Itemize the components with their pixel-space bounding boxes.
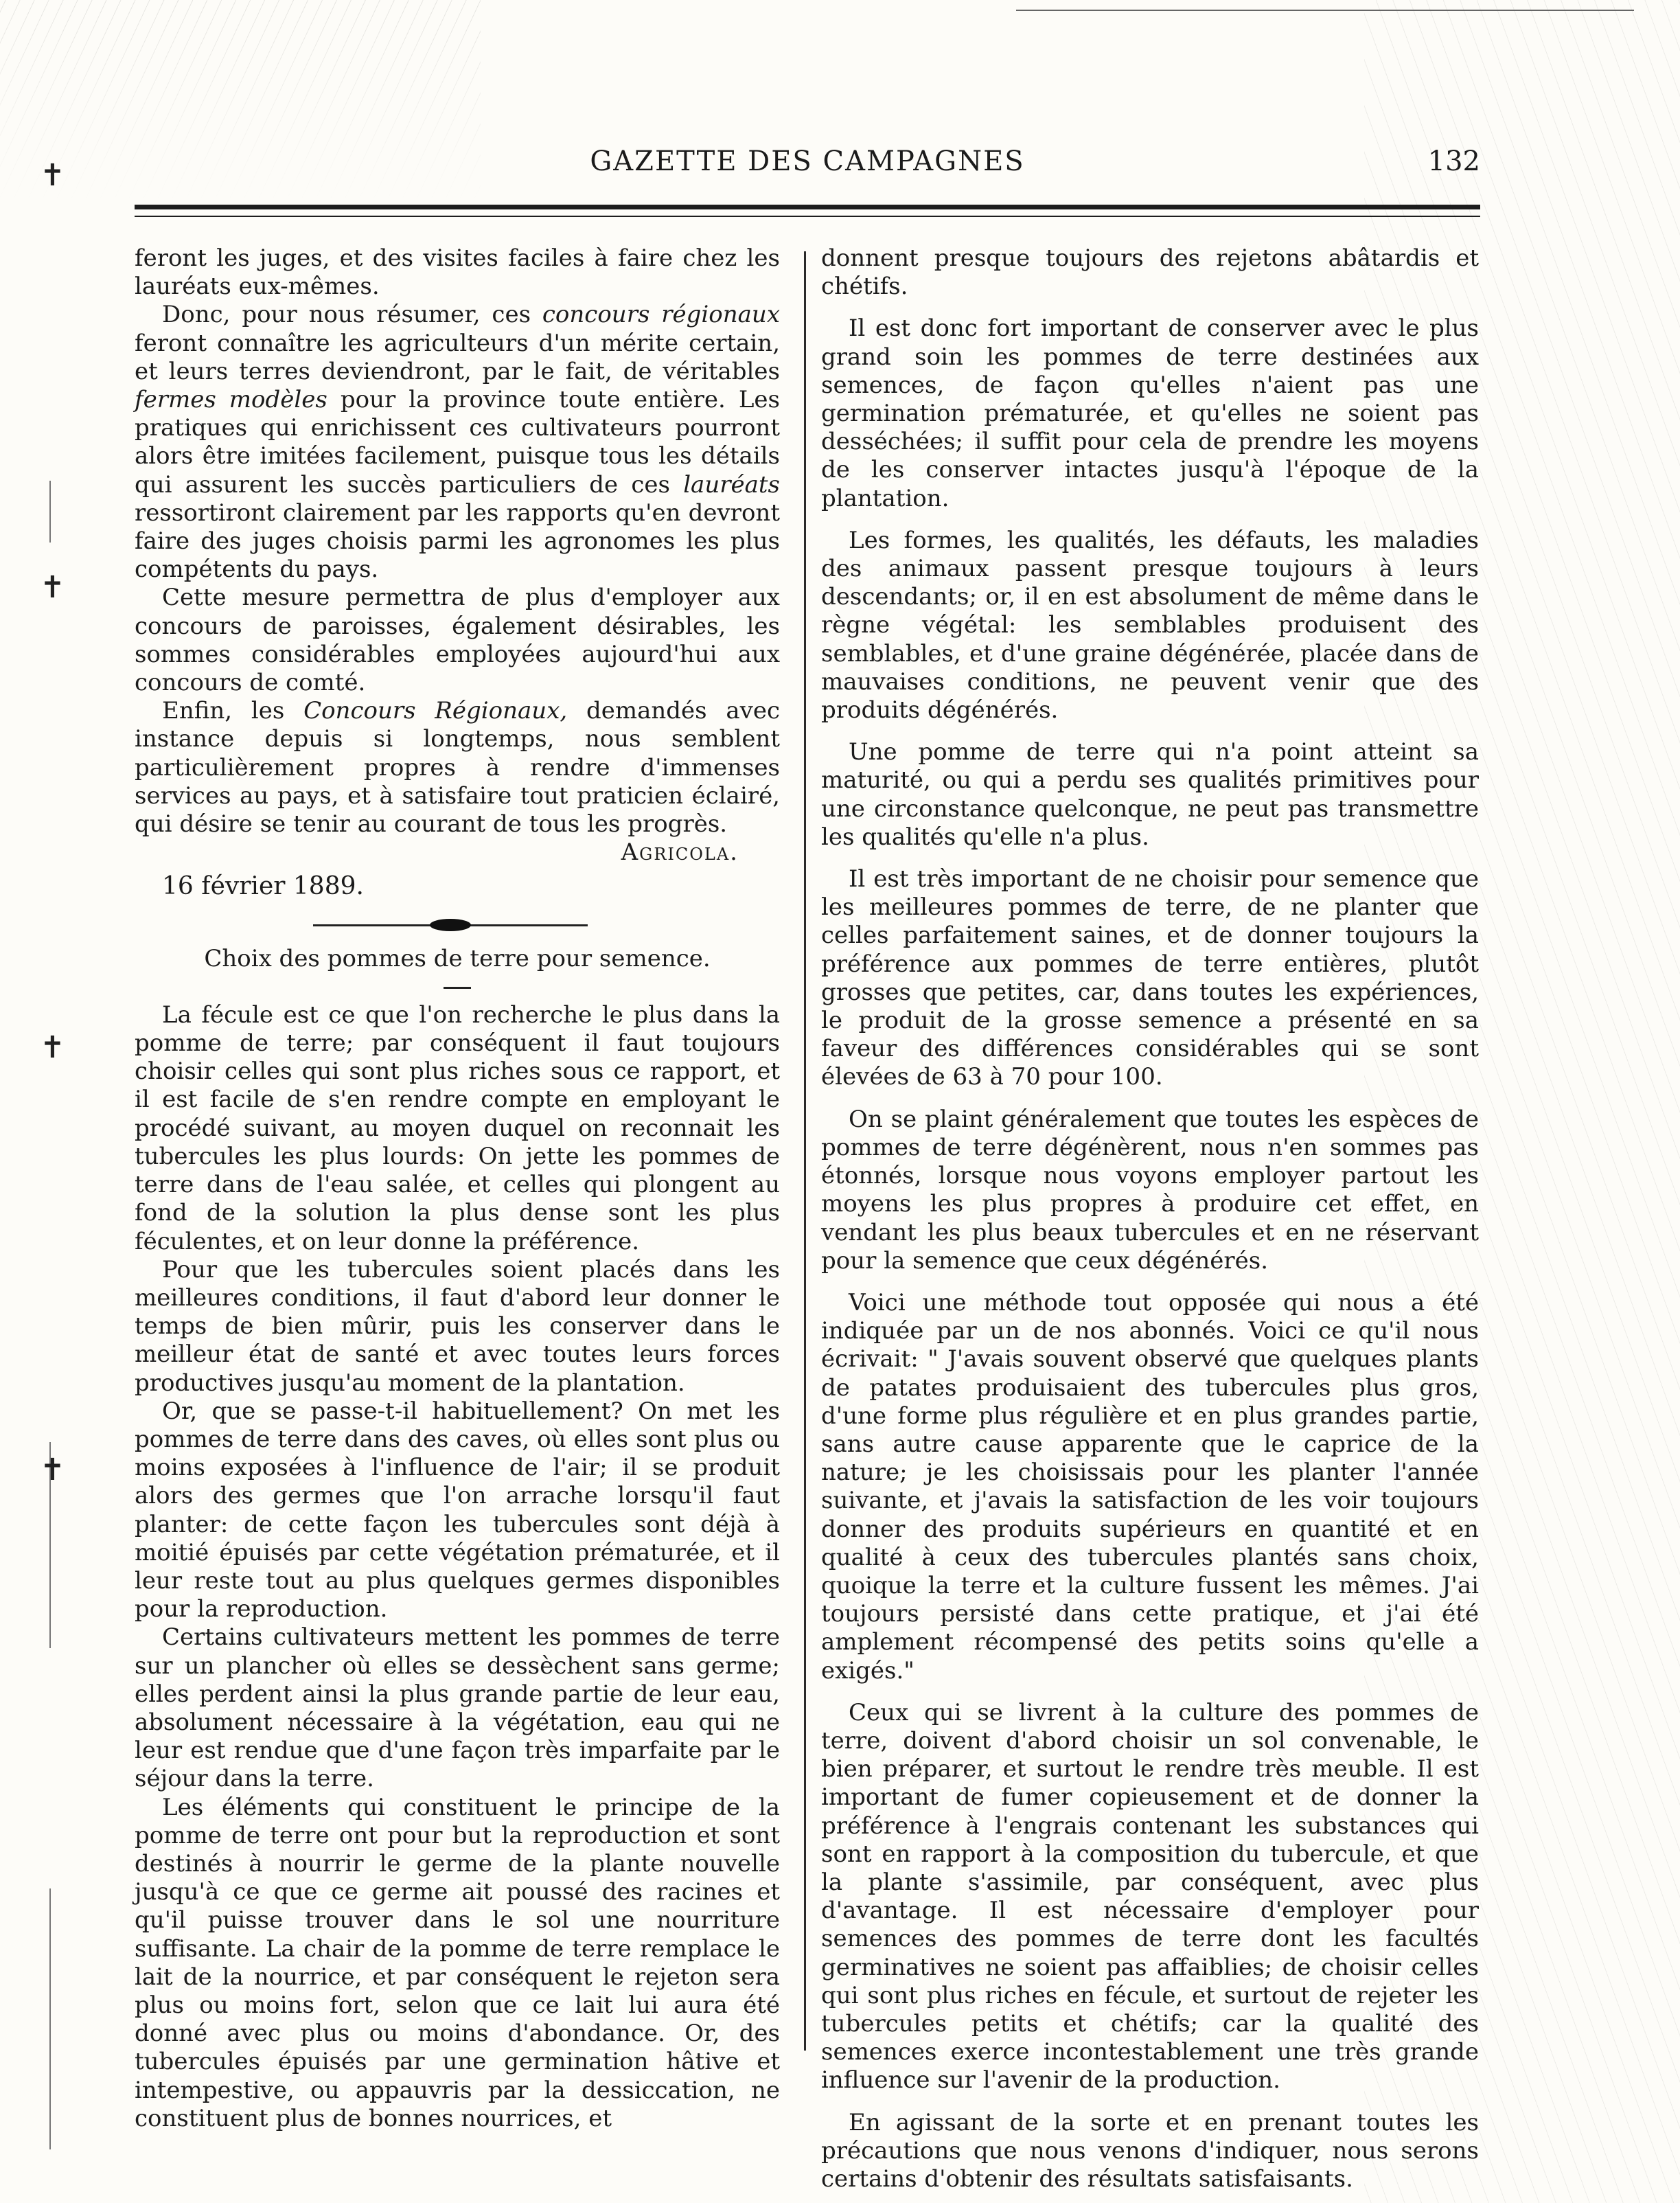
paragraph: Pour que les tubercules soient placés dans les meilleures conditions, il faut d'abord leur donner le temps de bien mûrir, puis les conserver dans le meilleur état de santé et avec toutes leurs forces productives jusqu'au moment de la plantation.	[135, 1255, 780, 1397]
column-divider	[804, 251, 806, 2051]
paragraph	[135, 697, 780, 838]
author-signature: Agricola.	[621, 838, 739, 867]
text-run: pour la province toute entière. Les pratiques qui enrichissent ces cultivateurs pourront alors être imitées facilement, puisque tous les détails qui assurent les succès particuliers de ces	[135, 386, 780, 499]
binding-mark-icon: ✝	[40, 1030, 65, 1065]
italic-run: concours régionaux	[542, 301, 780, 329]
paragraph: feront les juges, et des visites faciles à faire chez les lauréats eux-mêmes.	[135, 244, 780, 301]
paragraph: Les éléments qui constituent le principe de la pomme de terre ont pour but la reproduction et sont destinés à nourrir le germe de la plante nouvelle jusqu'à ce que ce germe ait poussé des racines et qu'il puisse trouver dans le sol une nourriture suffisante. La chair de la pomme de terre remplace le lait de la nourrice, et par conséquent le rejeton sera plus ou moins fort, selon que ce lait lui aura été donné avec plus ou moins d'abondance. Or, des tubercules épuisés par une germination hâtive et intempestive, ou appauvris par la dessiccation, ne constituent plus de bonnes nourrices, et	[135, 1793, 780, 2132]
paragraph: donnent presque toujours des rejetons abâtardis et chétifs.	[821, 244, 1479, 301]
margin-rule	[49, 481, 51, 543]
binding-mark-icon: ✝	[40, 1452, 65, 1487]
left-column	[135, 244, 780, 2133]
margin-rule	[49, 1888, 51, 2149]
paragraph: En agissant de la sorte et en prenant toutes les précautions que nous venons d'indiquer, nous serons certains d'obtenir des résultats satisfaisants.	[821, 2108, 1479, 2193]
italic-run: fermes modèles	[135, 386, 327, 414]
text-run: Enfin, les	[162, 697, 304, 725]
paragraph: On se plaint généralement que toutes les espèces de pommes de terre dégénèrent, nous n'en sommes pas étonnés, lorsque nous voyons employer partout les moyens les plus propres à produire cet effet, en vendant les plus beaux tubercules et en ne réservant pour la semence que ceux dégénérés.	[821, 1105, 1479, 1275]
paragraph	[135, 301, 780, 584]
paragraph: Voici une méthode tout opposée qui nous a été indiquée par un de nos abonnés. Voici ce qu'il nous écrivait: " J'avais souvent observé que quelques plants de patates produisaient des tubercules plus gros, d'une forme plus régulière et en plus grandes partie, sans autre cause apparente que le caprice de la nature; je les choisissais pour les planter l'année suivante, et j'avais la satisfaction de les voir toujours donner des produits supérieurs en quantité et en qualité à ceux des tubercules plantés sans choix, quoique la terre et la culture fussent les mêmes. J'ai toujours persisté dans cette pratique, et j'ai été amplement récompensé des petits soins qu'elle a exigés."	[821, 1288, 1479, 1685]
header-rule-thin	[135, 216, 1480, 217]
paragraph: Certains cultivateurs mettent les pommes de terre sur un plancher où elles se dessèchent sans germe; elles perdent ainsi la plus grande partie de leur eau, absolument nécessaire à la végétation, eau qui ne leur est rendue que d'une façon très imparfaite par le séjour dans la terre.	[135, 1623, 780, 1793]
section-title: Choix des pommes de terre pour semence.	[204, 944, 711, 972]
paragraph: Cette mesure permettra de plus d'employer aux concours de paroisses, également désirables, les sommes considérables employées aujourd'hui aux concours de comté.	[135, 584, 780, 697]
page-title: GAZETTE DES CAMPAGNES	[590, 146, 1025, 177]
paragraph: Ceux qui se livrent à la culture des pommes de terre, doivent d'abord choisir un sol convenable, le bien préparer, et surtout le rendre très meuble. Il est important de fumer copieusement et de donner la préférence à l'engrais contenant les substances qui sont en rapport à la composition du tubercule, et que la plante s'assimile, par conséquent, avec plus d'avantage. Il est nécessaire d'employer pour semences des pommes de terre dont les facultés germinatives ne soient pas affaiblies; de choisir celles qui sont plus riches en fécule, et surtout de rejeter les tubercules petits et chétifs; car la qualité des semences exerce incontestablement une très grande influence sur l'avenir de la production.	[821, 1698, 1479, 2094]
text-run: ressortiront clairement par les rapports qu'en devront faire des juges choisis parmi les agronomes les plus compétents du pays.	[135, 499, 780, 584]
paragraph: Il est très important de ne choisir pour semence que les meilleures pommes de terre, de ne planter que celles parfaitement saines, et de donner toujours la préférence aux pommes de terre entières, plutôt grosses que petites, car, dans toutes les expériences, le produit de la grosse semence a présenté en sa faveur des différences considérables qui se sont élevées de 63 à 70 pour 100.	[821, 865, 1479, 1091]
italic-run: Concours Régionaux,	[303, 697, 568, 725]
right-column	[821, 244, 1479, 2193]
section-separator	[135, 908, 780, 945]
header-rule-thick	[135, 205, 1480, 209]
binding-mark-icon: ✝	[40, 158, 65, 193]
binding-mark-icon: ✝	[40, 570, 65, 605]
paragraph: Or, que se passe-t-il habituellement? On met les pommes de terre dans des caves, où elles sont plus ou moins exposées à l'influence de l'air; il se produit alors des germes que l'on arrache lorsqu'il faut planter: de cette façon les tubercules sont déjà à moitié épuisés par cette végétation prématurée, et il leur reste tout au plus quelques germes disponibles pour la reproduction.	[135, 1397, 780, 1623]
title-underline	[444, 987, 471, 989]
paragraph: Il est donc fort important de conserver avec le plus grand soin les pommes de terre destinées aux semences, de façon qu'elles n'aient pas une germination prématurée, et qu'elles ne soient pas desséchées; il suffit pour cela de prendre les moyens de les conserver intactes jusqu'à l'époque de la plantation.	[821, 315, 1479, 512]
italic-run: lauréats	[683, 470, 780, 499]
paragraph: La fécule est ce que l'on recherche le plus dans la pomme de terre; par conséquent il faut toujours choisir celles qui sont plus riches sous ce rapport, et il est facile de s'en rendre compte en employant le procédé suivant, au moyen duquel on reconnait les tubercules les plus lourds: On jette les pommes de terre dans de l'eau salée, et celles qui plongent au fond de la solution la plus dense sont les plus féculentes, et on leur donne la préférence.	[135, 1001, 780, 1255]
text-run: demandés avec instance depuis si longtemps, nous semblent particulièrement propres à rendre d'immenses services au pays, et à satisfaire tout praticien éclairé, qui désire se tenir au courant de tous les progrès.	[135, 697, 780, 838]
scan-top-edge-line	[1016, 10, 1634, 11]
article-date: 16 février 1889.	[162, 872, 364, 901]
page-number: 132	[1427, 146, 1480, 177]
text-run: Donc, pour nous résumer, ces	[162, 301, 542, 329]
separator-ornament-icon	[430, 919, 471, 931]
paragraph: Les formes, les qualités, les défauts, les maladies des animaux passent presque toujours à leurs descendants; or, il en est absolument de même dans le règne végétal: les semblables produisent des semblables, et d'une graine dégénérée, placée dans de mauvaises conditions, ne peuvent venir que des produits dégénérés.	[821, 526, 1479, 724]
paragraph: Une pomme de terre qui n'a point atteint sa maturité, ou qui a perdu ses qualités primitives pour une circonstance quelconque, ne peut pas transmettre les qualités qu'elle n'a plus.	[821, 738, 1479, 851]
text-run: feront connaître les agriculteurs d'un mérite certain, et leurs terres deviendront, par le fait, de véritables	[135, 329, 780, 385]
page-header	[135, 146, 1480, 187]
